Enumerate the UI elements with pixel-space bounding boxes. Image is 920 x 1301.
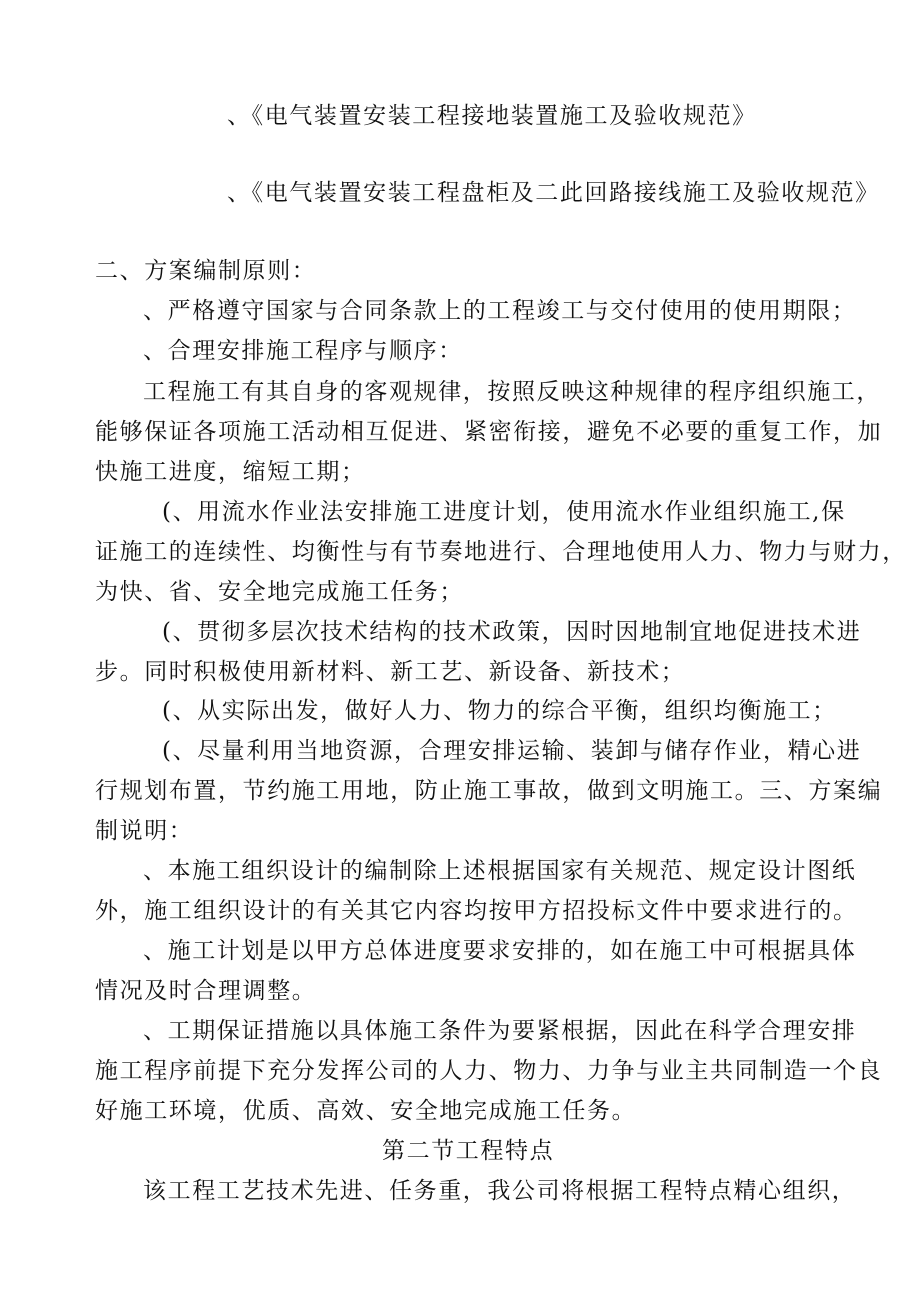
paragraph-line: 为快、省、安全地完成施工任务； xyxy=(95,579,464,605)
reference-panel-wiring-spec: 、《电气装置安装工程盘柜及二此回路接线施工及验收规范》 xyxy=(227,180,880,206)
paragraph-line: 能够保证各项施工活动相互促进、紧密衔接，避免不必要的重复工作，加 xyxy=(95,419,883,445)
section-heading-principles: 二、方案编制原则： xyxy=(95,258,317,284)
paragraph-line: 、施工计划是以甲方总体进度要求安排的，如在施工中可根据具体 xyxy=(143,938,857,964)
paragraph-line: (、用流水作业法安排施工进度计划，使用流水作业组织施工,保 xyxy=(162,499,846,525)
paragraph-line: 、工期保证措施以具体施工条件为要紧根据，因此在科学合理安排 xyxy=(143,1018,857,1044)
paragraph-line: 、本施工组织设计的编制除上述根据国家有关规范、规定设计图纸 xyxy=(143,858,857,884)
paragraph-line: 步。同时积极使用新材料、新工艺、新设备、新技术； xyxy=(95,659,686,685)
paragraph-line: 工程施工有其自身的客观规律，按照反映这种规律的程序组织施工， xyxy=(143,379,881,405)
paragraph-line: 制说明： xyxy=(95,818,194,844)
paragraph-line: 快施工进度，缩短工期； xyxy=(95,459,366,485)
paragraph-line: (、从实际出发，做好人力、物力的综合平衡，组织均衡施工； xyxy=(162,698,837,724)
paragraph-line: 证施工的连续性、均衡性与有节奏地进行、合理地使用人力、物力与财力， xyxy=(95,539,907,565)
paragraph-line: 好施工环境，优质、高效、安全地完成施工任务。 xyxy=(95,1098,637,1124)
paragraph-line: 外，施工组织设计的有关其它内容均按甲方招投标文件中要求进行的。 xyxy=(95,898,858,924)
paragraph-line: (、尽量利用当地资源，合理安排运输、装卸与储存作业，精心进 xyxy=(162,738,862,764)
paragraph-line: 施工程序前提下充分发挥公司的人力、物力、力争与业主共同制造一个良 xyxy=(95,1058,883,1084)
paragraph-line: (、贯彻多层次技术结构的技术政策，因时因地制宜地促进技术进 xyxy=(162,619,862,645)
paragraph-line: 该工程工艺技术先进、任务重，我公司将根据工程特点精心组织， xyxy=(143,1178,857,1204)
paragraph-line: 情况及时合理调整。 xyxy=(95,978,317,1004)
reference-grounding-spec: 、《电气装置安装工程接地装置施工及验收规范》 xyxy=(227,103,757,129)
section-title: 第二节工程特点 xyxy=(382,1138,555,1164)
principle-item: 、合理安排施工程序与顺序： xyxy=(143,338,463,364)
paragraph-line: 行规划布置，节约施工用地，防止施工事故，做到文明施工。三、方案编 xyxy=(95,778,883,804)
principle-item: 、严格遵守国家与合同条款上的工程竣工与交付使用的使用期限； xyxy=(143,298,857,324)
